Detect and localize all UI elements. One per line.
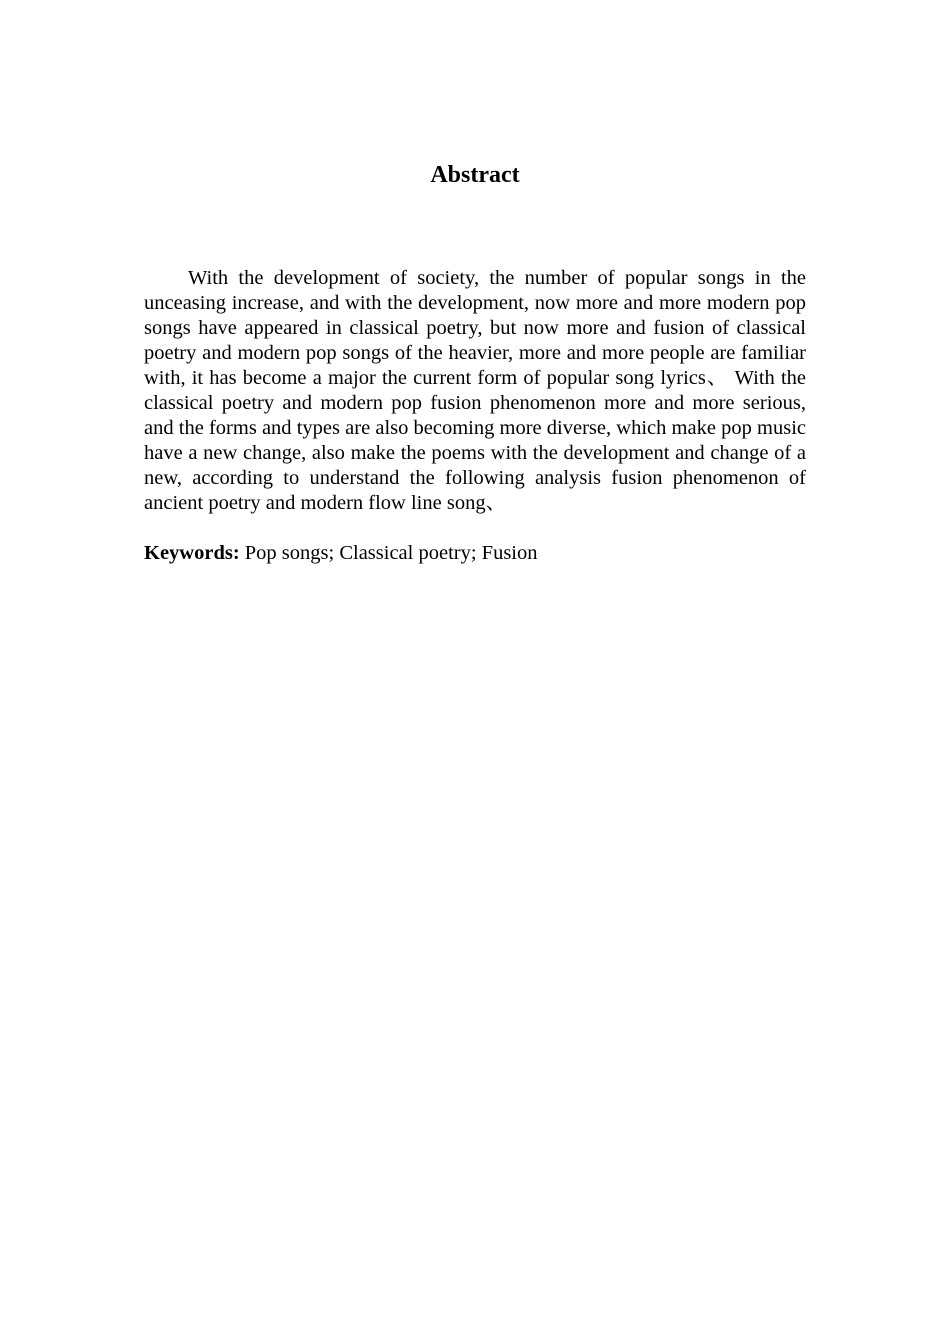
abstract-title: Abstract — [430, 162, 520, 188]
keywords-label: Keywords: — [144, 542, 240, 564]
abstract-body: With the development of society, the number of popular songs in the unceasing increase, and with the development, now more and more modern pop songs have appeared in classical poetry, but now more and fusion of classical poetry and modern pop songs of the heavier, more and more people are familiar with, it has become a major the current form of popular song lyrics、 With the classical poetry and modern pop fusion phenomenon more and more serious, and the forms and types are also becoming more diverse, which make pop music have a new change, also make the poems with the development and change of a new, according to understand the following analysis fusion phenomenon of ancient poetry and modern flow line song、 — [144, 267, 806, 514]
keywords-line — [144, 541, 806, 566]
keywords-value: Pop songs; Classical poetry; Fusion — [244, 542, 538, 564]
